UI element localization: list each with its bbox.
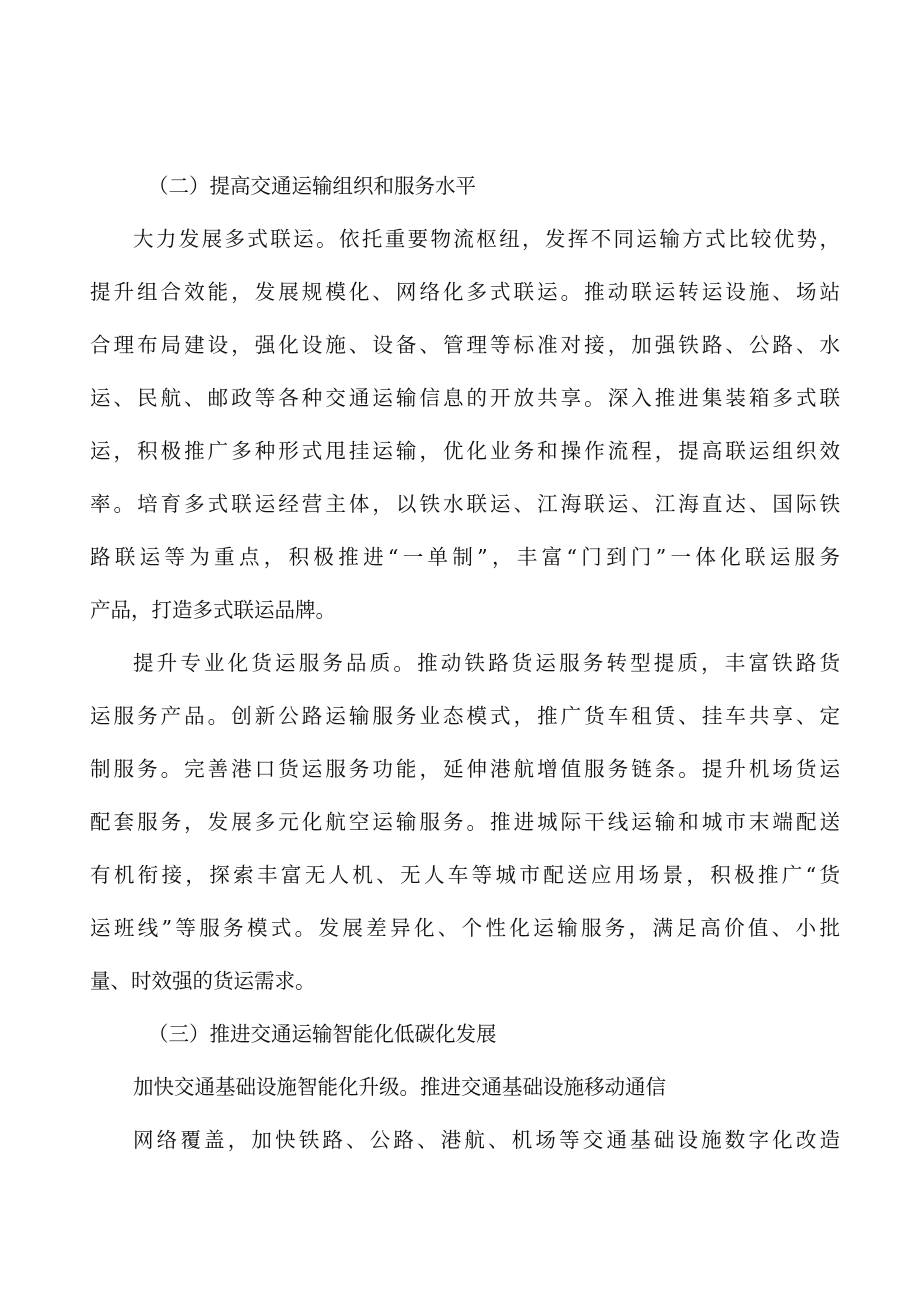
paragraph-line: 产品，打造多式联运品牌。 (90, 598, 336, 622)
paragraph-line: 提升专业化货运服务品质。推动铁路货运服务转型提质，丰富铁路货 (133, 651, 840, 675)
paragraph-line: 配套服务，发展多元化航空运输服务。推进城际干线运输和城市末端配送 (90, 810, 840, 834)
paragraph-line: 运，积极推广多种形式甩挂运输，优化业务和操作流程，提高联运组织效 (90, 439, 840, 463)
paragraph-line: 大力发展多式联运。依托重要物流枢纽，发挥不同运输方式比较优势， (133, 227, 840, 251)
paragraph-line: 制服务。完善港口货运服务功能，延伸港航增值服务链条。提升机场货运 (90, 757, 840, 781)
paragraph-line: 网络覆盖，加快铁路、公路、港航、机场等交通基础设施数字化改造 (133, 1128, 840, 1152)
paragraph-line: 量、时效强的货运需求。 (90, 969, 316, 993)
paragraph-line: 合理布局建设，强化设施、设备、管理等标准对接，加强铁路、公路、水 (90, 333, 840, 357)
paragraph-line: 运、民航、邮政等各种交通运输信息的开放共享。深入推进集装箱多式联 (90, 386, 840, 410)
paragraph-line: 率。培育多式联运经营主体，以铁水联运、江海联运、江海直达、国际铁 (90, 492, 840, 516)
paragraph-line: 运班线”等服务模式。发展差异化、个性化运输服务，满足高价值、小批 (90, 916, 840, 940)
paragraph-line: 路联运等为重点，积极推进“一单制”，丰富“门到门”一体化联运服务 (90, 545, 840, 569)
paragraph-line: 加快交通基础设施智能化升级。推进交通基础设施移动通信 (133, 1075, 666, 1099)
paragraph-line: 提升组合效能，发展规模化、网络化多式联运。推动联运转运设施、场站 (90, 280, 840, 304)
paragraph-line: 运服务产品。创新公路运输服务业态模式，推广货车租赁、挂车共享、定 (90, 704, 840, 728)
section-heading-3: （三）推进交通运输智能化低碳化发展 (148, 1022, 497, 1046)
section-heading-2: （二）提高交通运输组织和服务水平 (148, 174, 476, 198)
paragraph-line: 有机衔接，探索丰富无人机、无人车等城市配送应用场景，积极推广“货 (90, 863, 840, 887)
